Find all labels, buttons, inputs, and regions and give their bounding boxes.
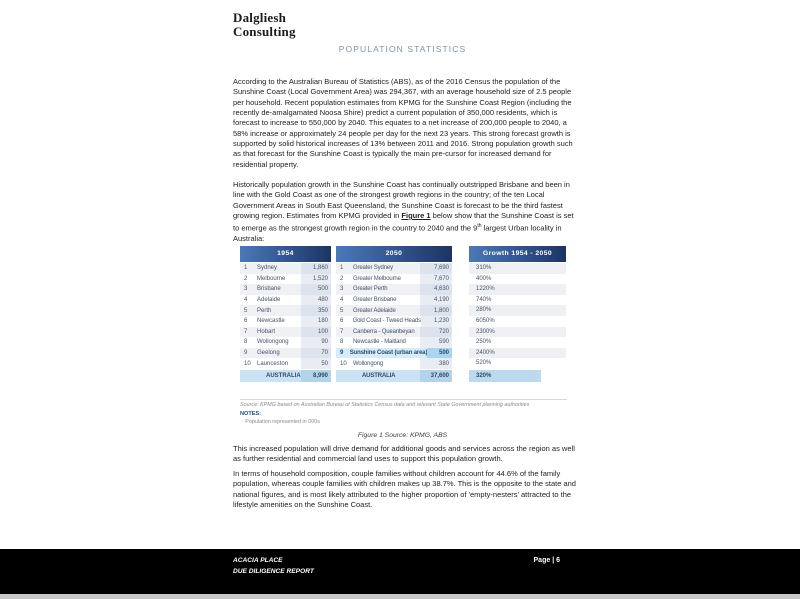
table-row <box>240 305 331 316</box>
city-cell: Hobart <box>257 328 276 335</box>
value-cell: 500 <box>301 284 331 295</box>
footer-line2: DUE DILIGENCE REPORT <box>233 567 314 575</box>
value-cell: 350 <box>301 305 331 316</box>
city-cell: Perth <box>257 307 272 314</box>
table-header-1954: 1954 <box>240 246 331 262</box>
table-row <box>240 284 331 295</box>
value-cell: 4,190 <box>420 295 452 306</box>
paragraph-population-overview: According to the Australian Bureau of Statistics (ABS), as of the 2016 Census the population of the Sunshine Coast (Local Government Area) was 294,367, with an average household size of 2.5 people per household. Recent population estimates from KPMG for the Sunshine Coast Region (including the recently de-amalgamated Noosa Shire) predict a current population of 350,000 residents, which is forecast to increase to 550,000 by 2040. This equates to a net increase of 200,000 people to 2040, a 58% increase or approximately 24 people per day for the next 23 years. This strong forecast growth is supported by solid historical increases of 13% between 2011 and 2016. Strong population growth such as that forecast for the Sunshine Coast is typically the main pre-cursor for increased demand for residential property. <box>233 77 573 169</box>
rank-cell: 2 <box>244 275 248 282</box>
value-cell: 180 <box>301 316 331 327</box>
footer-report-title <box>233 556 314 577</box>
city-cell: Greater Brisbane <box>353 297 397 304</box>
table-row <box>336 337 452 348</box>
city-cell: Wollongong <box>353 360 384 367</box>
growth-cell: 6050% <box>476 317 495 324</box>
growth-cell: 250% <box>476 339 492 346</box>
paragraph-growth-comparison <box>233 180 578 245</box>
rank-cell: 6 <box>340 318 344 325</box>
notes-item <box>242 419 320 425</box>
value-cell: 100 <box>301 327 331 338</box>
city-cell: Greater Perth <box>353 286 388 293</box>
paragraph-demand: This increased population will drive demand for additional goods and services across the region as well as further residential and commercial land uses to support this population growth. <box>233 444 575 464</box>
growth-cell: 280% <box>469 305 566 316</box>
growth-cell: 1220% <box>469 284 566 295</box>
total-label-cell: AUSTRALIA <box>362 373 396 380</box>
city-cell: Wollongong <box>257 339 289 346</box>
value-cell: 480 <box>301 295 331 306</box>
rank-cell <box>336 370 353 383</box>
growth-cell: 2400% <box>469 348 566 359</box>
value-cell: 1,520 <box>301 274 331 285</box>
notes-bullet: · <box>242 419 244 425</box>
value-cell: 1,800 <box>420 305 452 316</box>
value-cell: 1,230 <box>421 316 452 327</box>
rank-cell: 1 <box>340 265 344 272</box>
rank-cell: 1 <box>244 265 248 272</box>
rank-cell: 5 <box>244 307 248 314</box>
logo-line2: Consulting <box>233 23 296 39</box>
paragraph-household-composition: In terms of household composition, couple families without children account for 44.6% of the family population, whereas couple families with children makes up 38.7%. This is the opposite to the state and national figures, and is most likely attributed to the higher proportion of 'empty-nesters' attracted to the lifestyle amenities on the Sunshine Coast. <box>233 469 576 510</box>
table-row <box>240 337 331 348</box>
rank-cell: 2 <box>340 275 344 282</box>
rank-cell: 8 <box>244 339 248 346</box>
rank-cell: 9 <box>340 350 344 357</box>
table-row <box>336 358 452 369</box>
rank-cell: 7 <box>340 328 344 335</box>
table-row <box>336 274 452 285</box>
value-cell: 70 <box>301 348 331 359</box>
table-total-row <box>336 370 452 383</box>
city-cell: Greater Adelaide <box>353 307 396 314</box>
city-cell: Newcastle - Maitland <box>353 339 406 346</box>
rank-cell: 7 <box>244 328 248 335</box>
table-row <box>240 316 331 327</box>
footer-line1: ACACIA PLACE <box>233 557 283 564</box>
value-cell: 7,670 <box>420 274 452 285</box>
city-cell: Canberra - Queanbeyan <box>353 328 415 335</box>
table-header-growth: Growth 1954 - 2050 <box>469 246 566 262</box>
table-source-note: Source: KPMG based on Australian Bureau of Statistics Census data and relevant State Government planning authorities <box>240 402 530 408</box>
value-cell: 7,690 <box>420 263 452 274</box>
table-total-row <box>240 370 331 383</box>
rank-cell: 3 <box>244 286 248 293</box>
rows-2050 <box>336 263 452 382</box>
rank-cell: 9 <box>244 350 248 357</box>
company-logo <box>233 11 296 38</box>
value-cell: 380 <box>420 358 452 369</box>
rank-cell <box>240 370 257 383</box>
value-cell: 590 <box>420 337 452 348</box>
ordinal-superscript: th <box>477 223 482 230</box>
paragraph-text: largest Urban locality in Australia: <box>233 223 562 244</box>
rank-cell: 3 <box>340 286 344 293</box>
city-cell: Sunshine Coast (urban area) <box>349 350 428 357</box>
figure-caption: Figure 1 Source: KPMG, ABS <box>357 432 448 439</box>
rank-cell: 8 <box>340 339 344 346</box>
table-header-2050: 2050 <box>336 246 452 262</box>
table-row <box>240 348 331 359</box>
total-value-cell: 8,990 <box>301 370 331 383</box>
rank-cell: 5 <box>340 307 344 314</box>
value-cell: 1,860 <box>301 263 331 274</box>
table-row <box>240 327 331 338</box>
table-row <box>240 295 331 306</box>
logo-line1: Dalgliesh <box>233 10 287 25</box>
table-row <box>336 316 452 327</box>
rank-cell: 4 <box>340 297 344 304</box>
paragraph-text: below show that the Sunshine Coast is set to emerge as the strongest growth region in the country to 2040 and the 9 <box>233 211 574 233</box>
city-cell: Launceston <box>257 360 289 367</box>
value-cell: 4,630 <box>420 284 452 295</box>
growth-total-cell: 320% <box>469 370 541 383</box>
growth-cell: 520% <box>476 360 492 367</box>
city-cell: Sydney <box>257 265 278 272</box>
city-cell: Melbourne <box>257 275 286 282</box>
page-title: POPULATION STATISTICS <box>338 44 467 54</box>
value-cell: 50 <box>301 358 331 369</box>
rank-cell: 4 <box>244 297 248 304</box>
value-cell: 720 <box>420 327 452 338</box>
rows-1954 <box>240 263 331 382</box>
paragraph-text: Historically population growth in the Sunshine Coast has continually outstripped Brisbane and been in line with the Gold Coast as one of the strongest growth regions in the country; of the ten Local Government Areas in South East Queensland, the Sunshine Coast is forecast to be the third fastest growing region. Estimates from KPMG provided in <box>233 180 570 221</box>
rank-cell: 6 <box>244 318 248 325</box>
footer-edge-strip <box>0 594 800 599</box>
value-cell: 500 <box>427 348 452 359</box>
city-cell: Greater Sydney <box>353 265 393 272</box>
growth-cell: 400% <box>476 275 492 282</box>
total-value-cell: 37,600 <box>420 370 452 383</box>
city-cell: Adelaide <box>257 297 281 304</box>
city-cell: Geelong <box>257 350 280 357</box>
table-row <box>336 348 452 359</box>
rank-cell: 10 <box>244 360 251 367</box>
table-row <box>336 284 452 295</box>
total-label-cell: AUSTRALIA <box>266 373 301 380</box>
city-cell: Newcastle <box>257 318 285 325</box>
rows-growth <box>469 263 566 382</box>
table-row <box>336 263 452 274</box>
city-cell: Gold Coast - Tweed Heads <box>352 318 421 325</box>
table-bottom-rule <box>240 399 567 400</box>
table-row <box>240 358 331 369</box>
rank-cell: 10 <box>340 360 347 367</box>
notes-label: NOTES: <box>240 411 262 417</box>
table-row <box>336 305 452 316</box>
growth-cell: 310% <box>469 263 566 274</box>
table-row <box>336 327 452 338</box>
growth-cell: 740% <box>476 296 492 303</box>
table-row <box>240 263 331 274</box>
notes-item-text: Population represented in 000s <box>245 419 320 425</box>
footer-page-number: Page | 6 <box>533 557 560 564</box>
value-cell: 90 <box>301 337 331 348</box>
table-row <box>240 274 331 285</box>
figure-1-reference: Figure 1 <box>401 211 431 221</box>
footer-band <box>0 549 800 594</box>
growth-cell: 2300% <box>469 327 566 338</box>
city-cell: Brisbane <box>257 286 281 293</box>
city-cell: Greater Melbourne <box>353 275 401 282</box>
table-row <box>336 295 452 306</box>
